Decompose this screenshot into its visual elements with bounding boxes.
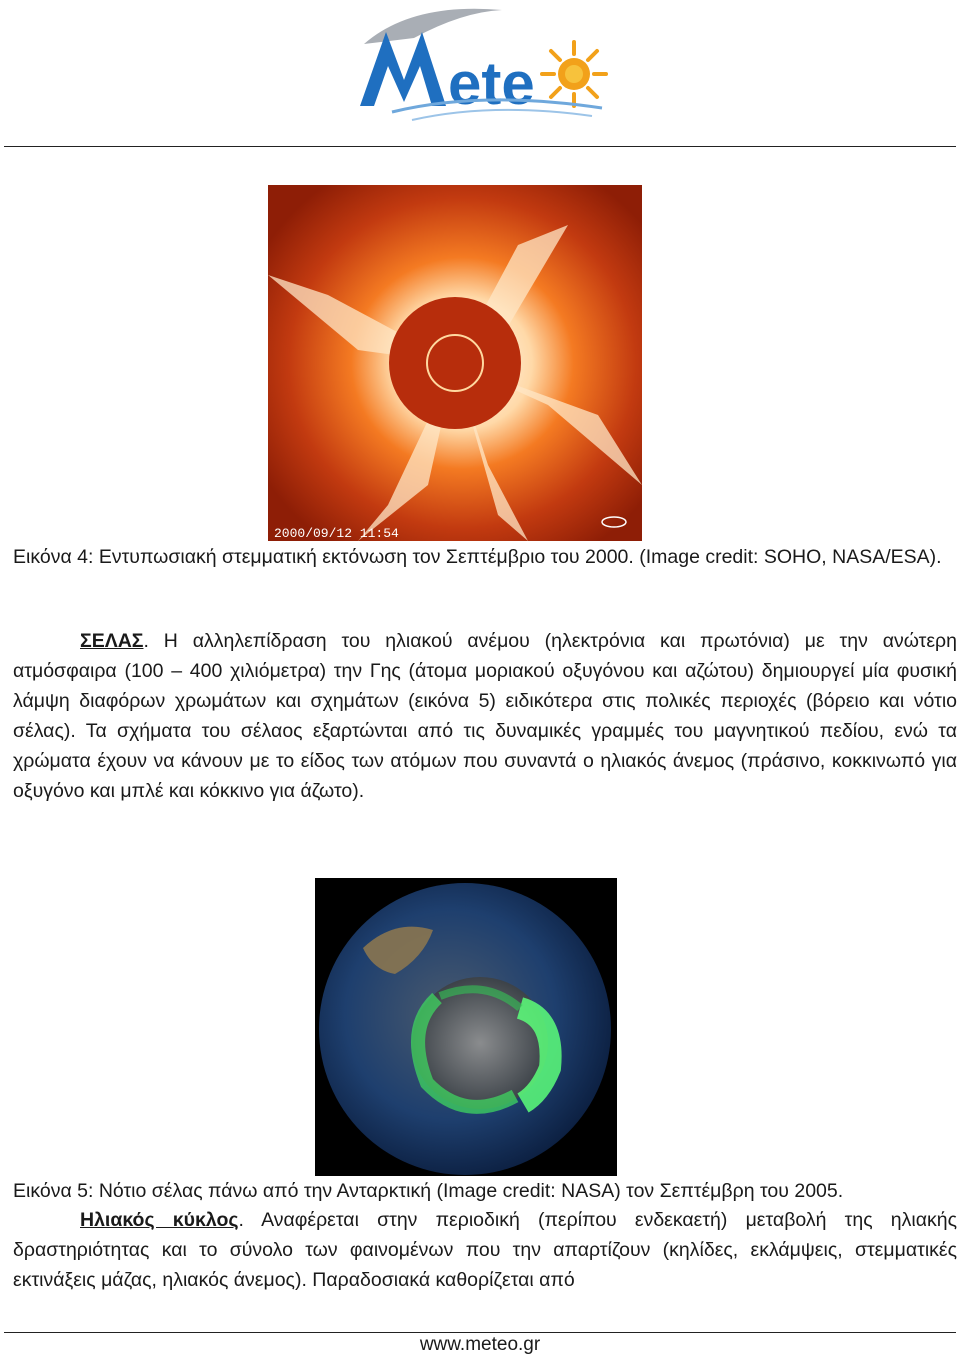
meteo-logo — [352, 4, 612, 126]
figure4-caption: Εικόνα 4: Εντυπωσιακή στεμματική εκτόνωση τον Σεπτέμβριο του 2000. (Image credit: SOHO, NASA/ESA). — [13, 546, 942, 568]
solar-cycle-body: . Αναφέρεται στην περιοδική (περίπου ενδεκαετή) μεταβολή της ηλιακής δραστηριότητας και το σύνολο των φαινομένων που την απαρτίζουν (κηλίδες, εκλάμψεις, στεμματικές εκτινάξεις μάζας, ηλιακός άνεμος). Παραδοσιακά καθορίζεται από — [13, 1209, 957, 1291]
aurora-australis-image — [315, 878, 617, 1176]
solar-cycle-paragraph — [13, 1205, 957, 1295]
figure5-caption: Εικόνα 5: Νότιο σέλας πάνω από την Ανταρκτική (Image credit: NASA) τον Σεπτέμβρη του 2005. — [13, 1180, 844, 1202]
svg-text:ete: ete — [448, 50, 535, 117]
footer-divider — [4, 1332, 956, 1333]
footer-url: www.meteo.gr — [419, 1334, 541, 1355]
coronal-mass-ejection-image — [268, 185, 642, 541]
timestamp-overlay: 2000/09/12 11:54 — [274, 526, 399, 541]
meteo-logo-icon — [352, 4, 612, 126]
header-divider — [4, 146, 956, 147]
aurora-heading: ΣΕΛΑΣ — [80, 630, 144, 652]
aurora-body: . Η αλληλεπίδραση του ηλιακού ανέμου (ηλεκτρόνια και πρωτόνια) με την ανώτερη ατμόσφαιρα (100 – 400 χιλιόμετρα) την Γης (άτομα μοριακού οξυγόνου και αζώτου) δημιουργεί μία φυσική λάμψη διαφόρων χρωμάτων και σχημάτων (εικόνα 5) ειδικότερα στις πολικές περιοχές (βόρειο και νότιο σέλας). Τα σχήματα του σέλαος εξαρτώνται από τις δυναμικές γραμμές του μαγνητικού πεδίου, ενώ τα χρώματα έχουν να κάνουν με το είδος των ατόμων που συναντά ο ηλιακός άνεμος (πράσινο, κοκκινωπό για οξυγόνο και μπλέ και κόκκινο για άζωτο). — [13, 630, 957, 802]
aurora-paragraph — [13, 626, 957, 806]
solar-cycle-heading: Ηλιακός κύκλος — [80, 1209, 239, 1231]
